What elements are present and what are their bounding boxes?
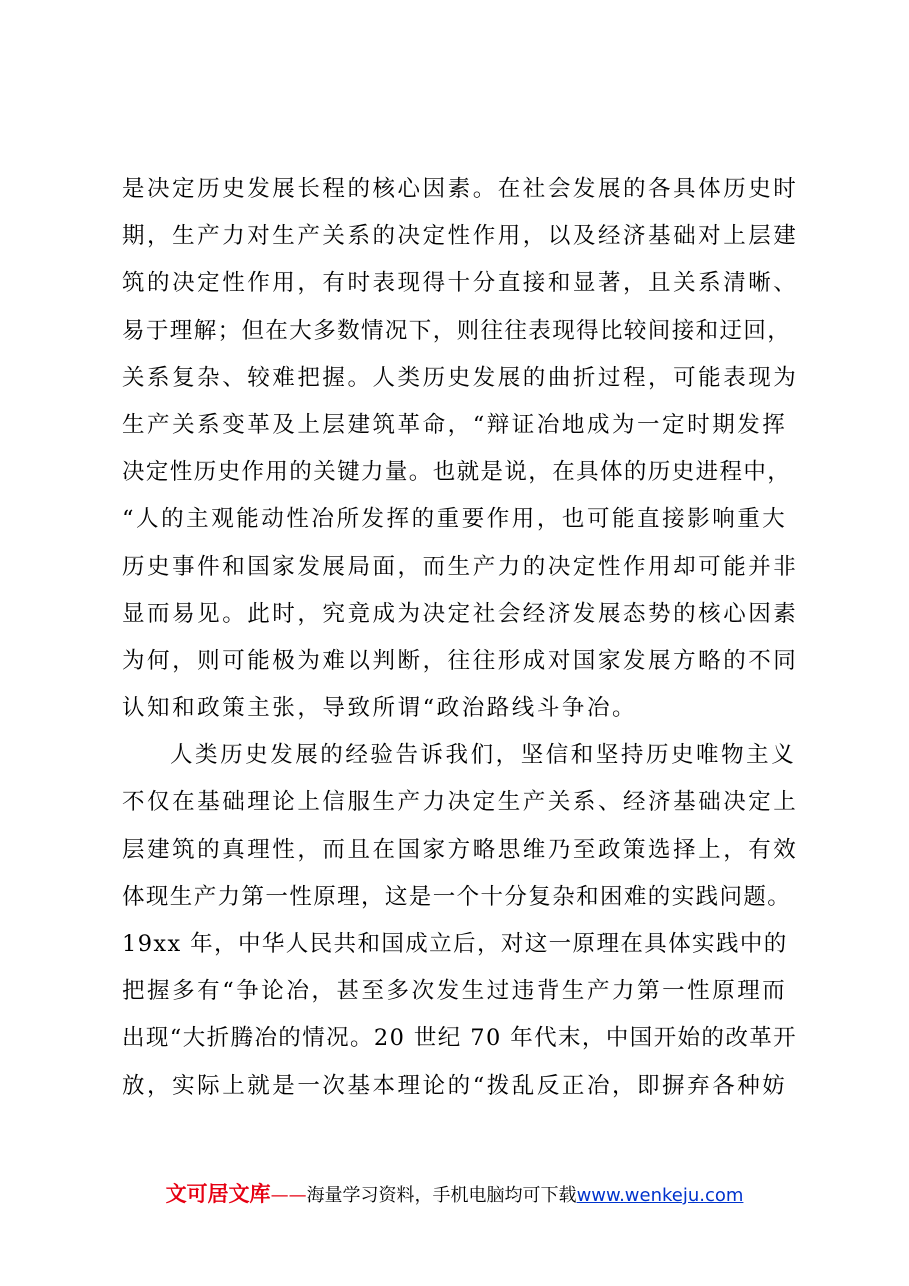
text-line: 易于理解；但在大多数情况下，则往往表现得比较间接和迂回， [122,317,792,344]
text-line: 生产关系变革及上层建筑革命，“辩证冶地成为一定时期发挥 [122,411,788,438]
text-line: 层建筑的真理性，而且在国家方略思维乃至政策选择上，有效 [122,836,799,863]
text-line: 放，实际上就是一次基本理论的“拨乱反正冶，即摒弃各种妨 [122,1072,788,1099]
text-line: 把握多有“争论冶，甚至多次发生过违背生产力第一性原理而 [122,978,788,1005]
text-line: “人的主观能动性冶所发挥的重要作用，也可能直接影响重大 [122,506,788,533]
paragraph-first-line: 人类历史发展的经验告诉我们，坚信和坚持历史唯物主义 [170,742,797,769]
text-line: 决定性历史作用的关键力量。也就是说，在具体的历史进程中， [122,459,792,486]
text-line: 是决定历史发展长程的核心因素。在社会发展的各具体历史时 [122,176,799,202]
text-line: 期，生产力对生产关系的决定性作用，以及经济基础对上层建 [122,223,799,250]
text-line: 关系复杂、较难把握。人类历史发展的曲折过程，可能表现为 [122,364,799,391]
text-line: 出现“大折腾冶的情况。20 世纪 70 年代末，中国开始的改革开 [122,1025,798,1052]
text-line: 体现生产力第一性原理，这是一个十分复杂和困难的实践问题。 [122,883,792,910]
footer-tagline: 海量学习资料，手机电脑均可下载 [306,1185,577,1206]
footer-banner [0,1180,909,1210]
footer-url-link[interactable]: www.wenkeju.com [576,1185,744,1206]
text-line: 为何，则可能极为难以判断，往往形成对国家发展方略的不同 [122,647,799,674]
body-text [122,166,799,1110]
text-line: 认知和政策主张，导致所谓“政治路线斗争冶。 [122,695,638,722]
text-line: 显而易见。此时，究竟成为决定社会经济发展态势的核心因素 [122,600,799,627]
text-line: 历史事件和国家发展局面，而生产力的决定性作用却可能并非 [122,553,799,580]
text-line: 筑的决定性作用，有时表现得十分直接和显著，且关系清晰、 [122,270,799,297]
text-line: 19xx 年，中华人民共和国成立后，对这一原理在具体实践中的 [122,931,788,957]
footer-dash: —— [270,1185,307,1206]
footer-brand: 文可居文库 [165,1182,271,1206]
text-line: 不仅在基础理论上信服生产力决定生产关系、经济基础决定上 [122,789,799,816]
